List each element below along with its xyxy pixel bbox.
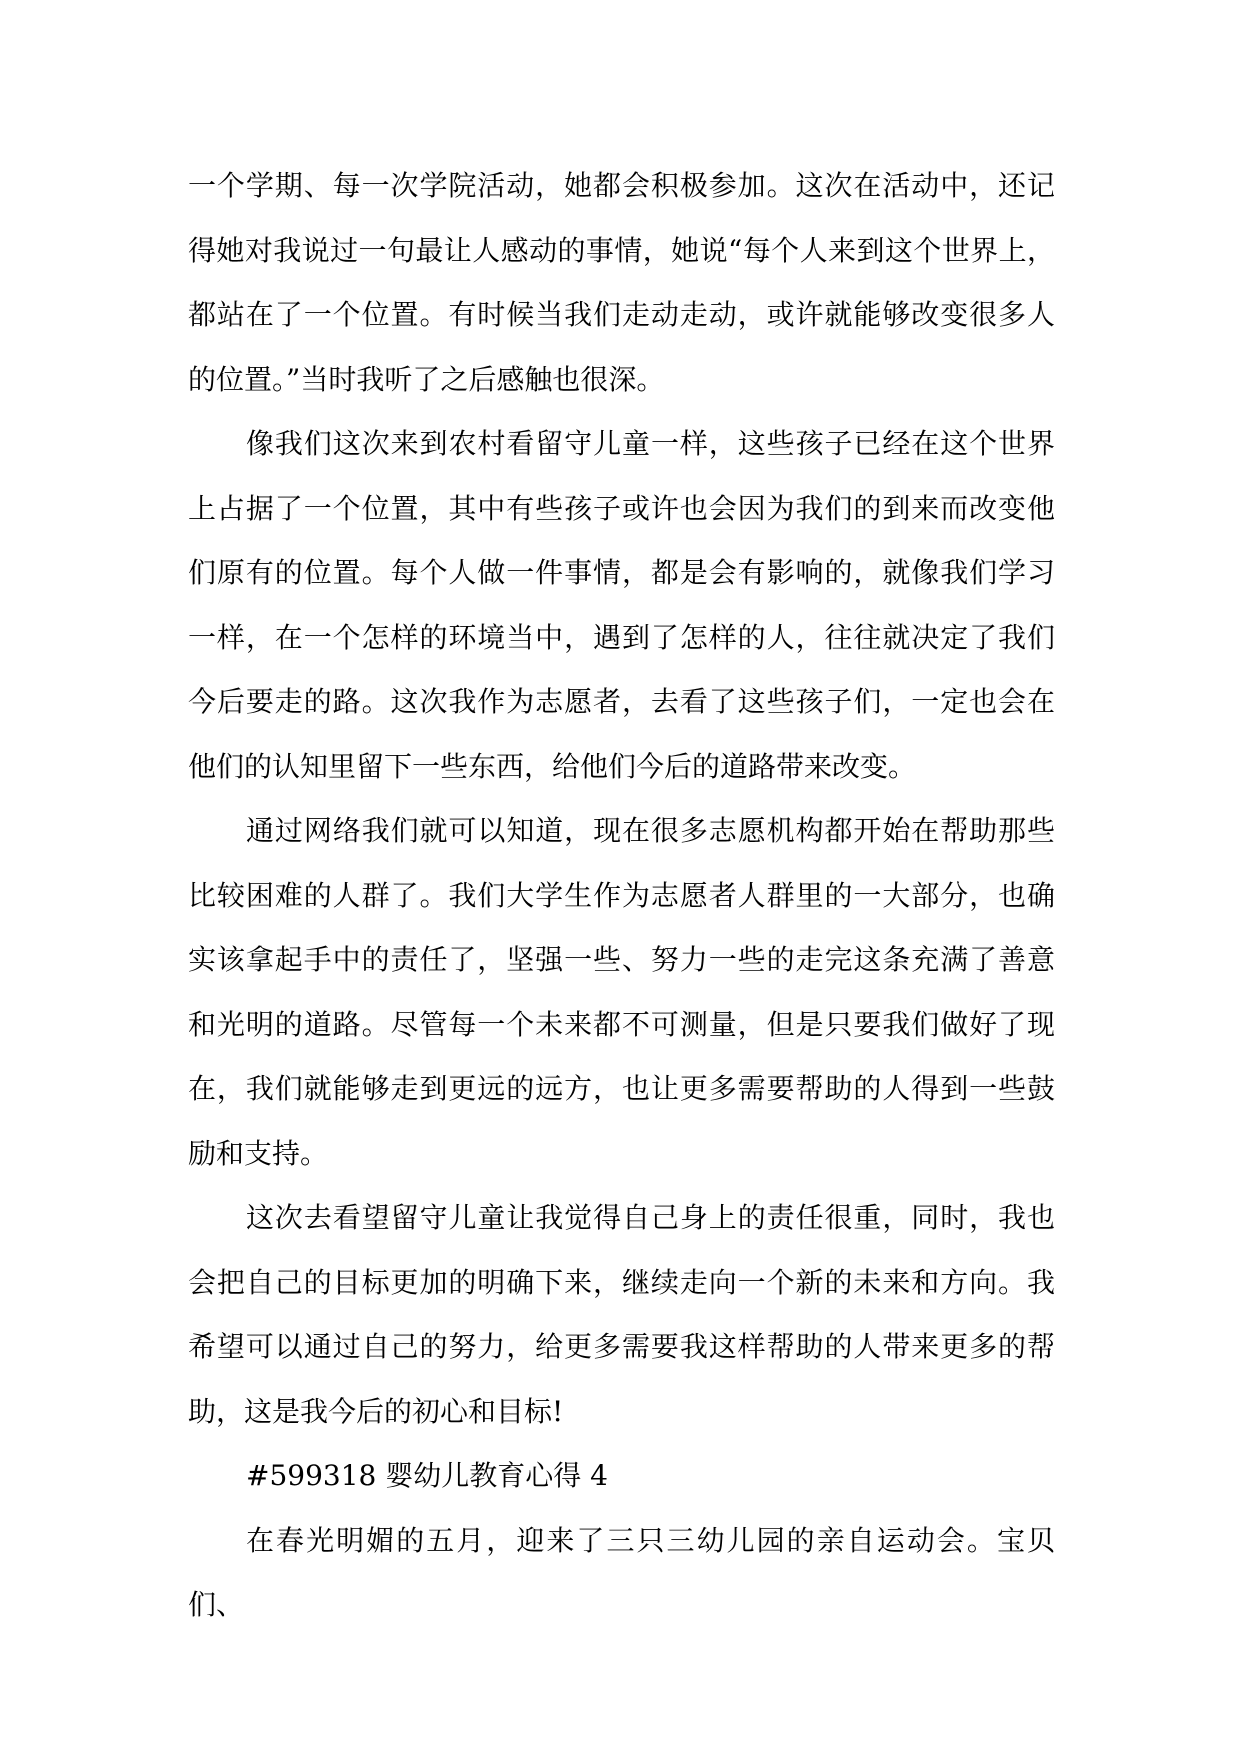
document-body <box>188 154 1055 1638</box>
paragraph-continuation: 一个学期、每一次学院活动，她都会积极参加。这次在活动中，还记得她对我说过一句最让人感动的事情，她说“每个人来到这个世界上，都站在了一个位置。有时候当我们走动走动，或许就能够改变很多人的位置。”当时我听了之后感触也很深。 <box>188 169 1055 396</box>
paragraph-responsibility: 这次去看望留守儿童让我觉得自己身上的责任很重，同时，我也会把自己的目标更加的明确下来，继续走向一个新的未来和方向。我希望可以通过自己的努力，给更多需要我这样帮助的人带来更多的帮助，这是我今后的初心和目标! <box>188 1201 1055 1428</box>
paragraph-volunteer-organizations: 通过网络我们就可以知道，现在很多志愿机构都开始在帮助那些比较困难的人群了。我们大学生作为志愿者人群里的一大部分，也确实该拿起手中的责任了，坚强一些、努力一些的走完这条充满了善意和光明的道路。尽管每一个未来都不可测量，但是只要我们做好了现在，我们就能够走到更远的远方，也让更多需要帮助的人得到一些鼓励和支持。 <box>188 814 1055 1170</box>
section-heading: #599318 婴幼儿教育心得 4 <box>246 1459 608 1492</box>
paragraph-volunteer-position: 像我们这次来到农村看留守儿童一样，这些孩子已经在这个世界上占据了一个位置，其中有些孩子或许也会因为我们的到来而改变他们原有的位置。每个人做一件事情，都是会有影响的，就像我们学习一样，在一个怎样的环境当中，遇到了怎样的人，往往就决定了我们今后要走的路。这次我作为志愿者，去看了这些孩子们，一定也会在他们的认知里留下一些东西，给他们今后的道路带来改变。 <box>188 427 1055 783</box>
paragraph-sports-meeting: 在春光明媚的五月，迎来了三只三幼儿园的亲自运动会。宝贝们、 <box>188 1523 1055 1621</box>
